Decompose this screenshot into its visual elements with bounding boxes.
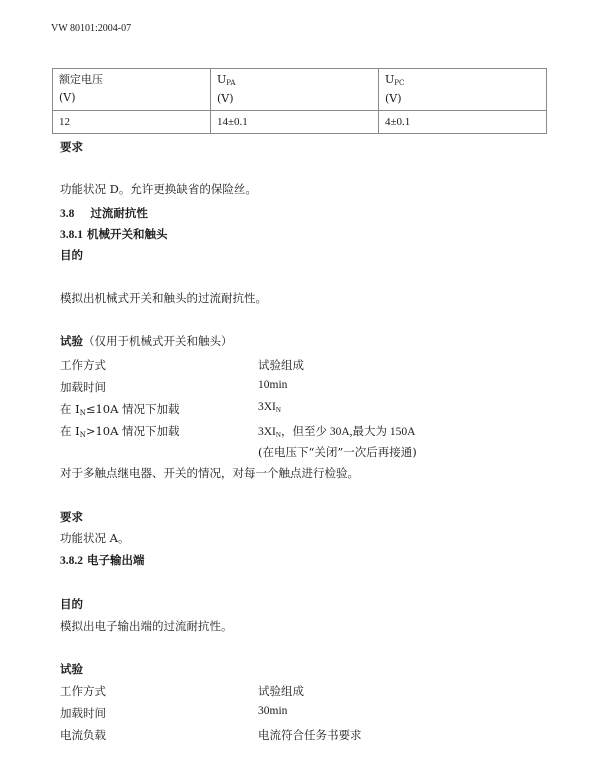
section-number: 3.8.1 <box>60 229 83 241</box>
subscript: N <box>275 431 281 439</box>
test-note: （仅用于机械式开关和触头） <box>83 334 233 348</box>
section-title: 机械开关和触头 <box>87 227 168 241</box>
section-number: 3.8.2 <box>60 555 83 567</box>
row-current-load-label: 电流负载 <box>60 728 106 742</box>
text-part: >10A 情况下加载 <box>85 424 180 438</box>
section-title: 电子输出端 <box>87 553 145 567</box>
row-reconnect-note: (在电压下“关闭”一次后再接通) <box>258 445 417 459</box>
requirements-text: 功能状况 A。 <box>60 531 130 545</box>
upc-subscript: PC <box>394 79 405 87</box>
subscript: N <box>79 431 86 439</box>
purpose-text: 模拟出电子输出端的过流耐抗性。 <box>60 619 233 633</box>
row-load-time-label: 加载时间 <box>60 380 106 394</box>
upa-value: 14±0.1 <box>211 111 379 134</box>
upc-label: U <box>385 73 395 86</box>
table-row <box>53 111 547 134</box>
rated-voltage-value: 12 <box>53 111 211 134</box>
upc-value: 4±0.1 <box>379 111 547 134</box>
row-operating-mode-label: 工作方式 <box>60 684 106 698</box>
section-3-8-2-heading <box>60 552 145 568</box>
subscript: N <box>79 409 86 417</box>
text-part: ，但至少 30A,最大为 150A <box>280 426 416 438</box>
text-part: 3XI <box>258 426 276 438</box>
purpose-heading: 目的 <box>60 248 83 262</box>
test-heading <box>60 333 233 349</box>
upa-header <box>211 69 379 111</box>
upa-label: U <box>217 73 227 86</box>
row-load-gt10a-value <box>258 423 415 439</box>
row-load-le10a-value <box>258 401 281 413</box>
row-load-le10a-label <box>60 401 180 417</box>
requirements-text: 功能状况 D。允许更换缺省的保险丝。 <box>60 182 257 196</box>
test-title: 试验 <box>60 334 83 348</box>
text-part: 在 I <box>60 402 80 416</box>
requirements-heading: 要求 <box>60 140 83 154</box>
requirements-heading: 要求 <box>60 510 83 524</box>
test-heading: 试验 <box>60 662 83 676</box>
purpose-heading: 目的 <box>60 597 83 611</box>
row-load-time-value: 10min <box>258 379 288 391</box>
upa-subscript: PA <box>226 79 236 87</box>
multi-contact-text: 对于多触点继电器、开关的情况，对每一个触点进行检验。 <box>60 466 359 480</box>
section-title: 过流耐抗性 <box>90 206 148 220</box>
upa-unit: (V) <box>217 92 234 105</box>
section-3-8-heading <box>60 205 148 221</box>
upc-unit: (V) <box>385 92 402 105</box>
text-part: ≤10A 情况下加载 <box>85 402 180 416</box>
document-header-id: VW 80101:2004-07 <box>51 23 132 34</box>
row-operating-mode-value: 试验组成 <box>258 684 304 698</box>
purpose-text: 模拟出机械式开关和触头的过流耐抗性。 <box>60 291 267 305</box>
row-load-time-value: 30min <box>258 705 288 717</box>
row-operating-mode-label: 工作方式 <box>60 358 106 372</box>
rated-voltage-header <box>53 69 211 111</box>
text-part: 3XI <box>258 401 276 413</box>
row-load-gt10a-label <box>60 423 180 439</box>
rated-voltage-label: 额定电压 <box>59 73 103 86</box>
table-header-row <box>53 69 547 111</box>
voltage-spec-table <box>52 68 547 134</box>
row-operating-mode-value: 试验组成 <box>258 358 304 372</box>
row-current-load-value: 电流符合任务书要求 <box>258 728 362 742</box>
upc-header <box>379 69 547 111</box>
subscript: N <box>275 406 281 414</box>
section-number: 3.8 <box>60 208 75 220</box>
row-load-time-label: 加载时间 <box>60 706 106 720</box>
text-part: 在 I <box>60 424 80 438</box>
rated-voltage-unit: (V) <box>59 91 76 104</box>
section-3-8-1-heading <box>60 226 168 242</box>
